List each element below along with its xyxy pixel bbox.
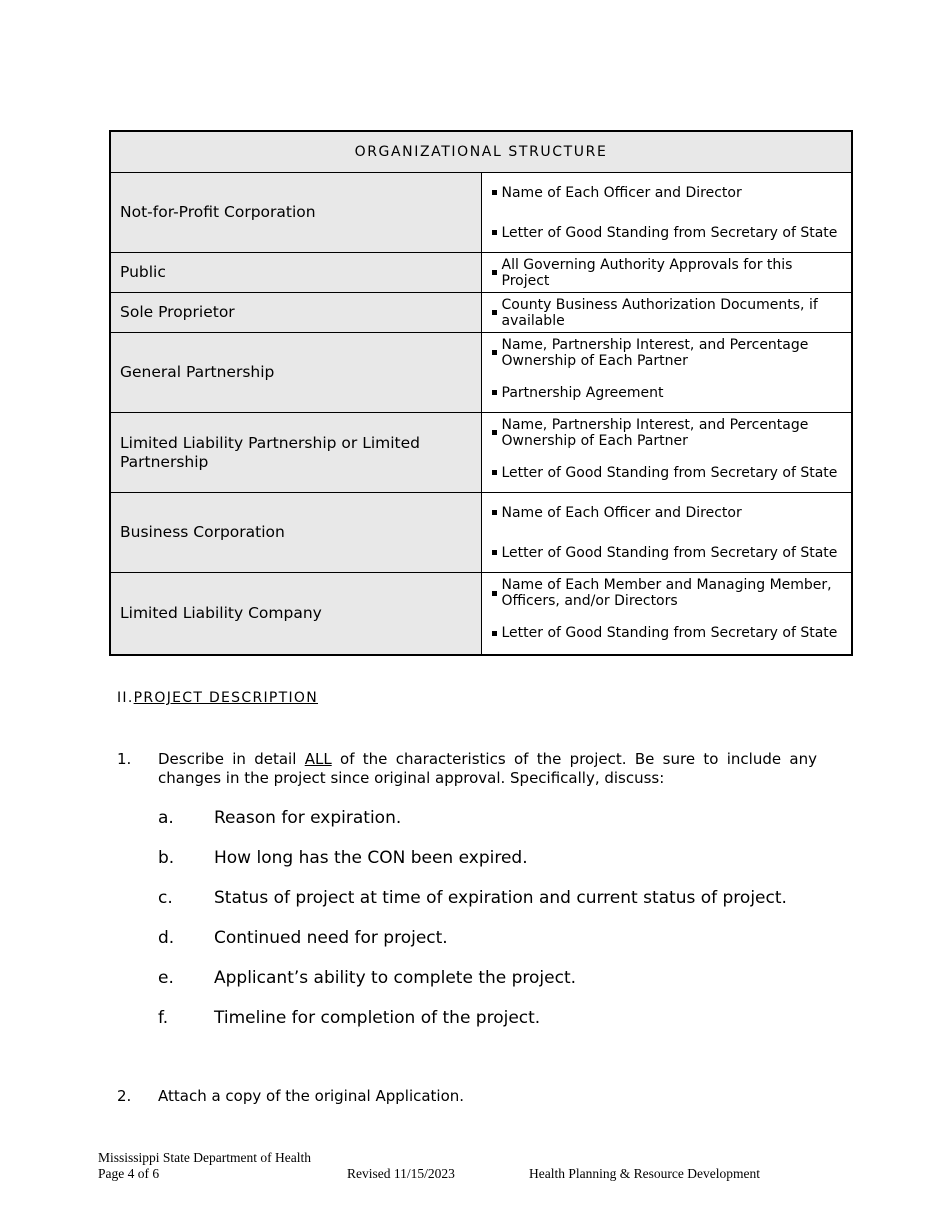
table-header: ORGANIZATIONAL STRUCTURE [110,131,852,173]
requirement-item [491,503,843,523]
square-bullet-icon [492,550,497,555]
sub-item-letter: a. [158,808,174,828]
sub-item-letter: e. [158,968,174,988]
requirement-item [491,577,843,610]
requirement-item [491,623,843,643]
requirement-text: All Governing Authority Approvals for this Project [501,256,793,289]
requirements-cell [481,413,852,493]
requirement-item [491,463,843,483]
section-title: PROJECT DESCRIPTION [133,690,319,706]
section-number: II. [117,690,134,706]
requirement-text: Name, Partnership Interest, and Percentage Ownership of Each Partner [501,416,809,449]
question-2-text: Attach a copy of the original Application. [158,1087,465,1105]
organization-type-cell: General Partnership [110,333,481,413]
sub-item-text: Status of project at time of expiration and current status of project. [214,888,787,908]
requirements-cell [481,173,852,253]
requirement-text: Letter of Good Standing from Secretary of State [501,464,838,481]
requirements-cell [481,333,852,413]
requirement-text: Name, Partnership Interest, and Percentage Ownership of Each Partner [501,336,809,369]
footer-division: Health Planning & Resource Development [529,1166,760,1181]
requirement-text: Name of Each Member and Managing Member, Officers, and/or Directors [501,577,832,610]
sub-item-text: How long has the CON been expired. [214,848,528,868]
square-bullet-icon [492,430,497,435]
requirements-cell [481,253,852,293]
table-row [110,173,852,253]
table-row [110,413,852,493]
sub-item-letter: b. [158,848,175,868]
sub-item-text: Continued need for project. [214,928,448,948]
question-1-number: 1. [117,750,132,768]
table-row [110,493,852,573]
square-bullet-icon [492,310,497,315]
organization-type-cell: Sole Proprietor [110,293,481,333]
requirement-item [491,183,843,203]
requirement-item [491,336,843,369]
requirement-text: County Business Authorization Documents, if available [501,296,818,329]
requirement-text: Name of Each Officer and Director [501,504,742,521]
organization-type-cell: Business Corporation [110,493,481,573]
requirement-text: Letter of Good Standing from Secretary of State [501,224,838,241]
requirement-item [491,383,843,403]
organization-type-cell: Limited Liability Company [110,573,481,655]
square-bullet-icon [492,350,497,355]
square-bullet-icon [492,390,497,395]
organizational-structure-table [109,130,853,656]
requirement-item [491,256,843,289]
table-row [110,253,852,293]
sub-item-letter: f. [158,1008,169,1028]
table-row [110,573,852,655]
question-1-text [158,750,817,788]
sub-item-letter: d. [158,928,175,948]
organization-type-cell: Limited Liability Partnership or Limited Partnership [110,413,481,493]
requirement-item [491,296,843,329]
section-heading [117,690,318,706]
table-row [110,333,852,413]
organization-type-cell: Not-for-Profit Corporation [110,173,481,253]
requirements-cell [481,493,852,573]
square-bullet-icon [492,270,497,275]
requirement-text: Letter of Good Standing from Secretary of State [501,625,838,642]
requirements-cell [481,293,852,333]
square-bullet-icon [492,230,497,235]
footer-organization: Mississippi State Department of Health [98,1150,311,1165]
organization-type-cell: Public [110,253,481,293]
question-2-number: 2. [117,1087,132,1105]
square-bullet-icon [492,470,497,475]
requirement-text: Letter of Good Standing from Secretary of State [501,544,838,561]
requirements-cell [481,573,852,655]
requirement-text: Partnership Agreement [501,384,664,401]
footer-page-number: Page 4 of 6 [98,1166,160,1181]
emphasis-all: ALL [304,750,332,768]
square-bullet-icon [492,591,497,596]
sub-item-text: Applicant’s ability to complete the project. [214,968,577,988]
square-bullet-icon [492,631,497,636]
sub-item-letter: c. [158,888,173,908]
question-1-text-end: of the characteristics of the project. Be sure to include any changes in the project since original approval. Specifically, discuss: [158,750,817,787]
requirement-text: Name of Each Officer and Director [501,184,742,201]
requirement-item [491,223,843,243]
table-row [110,293,852,333]
sub-item-text: Reason for expiration. [214,808,402,828]
requirement-item [491,416,843,449]
footer-revised-date: Revised 11/15/2023 [347,1166,455,1181]
question-1-text-start: Describe in detail [158,750,305,768]
requirement-item [491,543,843,563]
square-bullet-icon [492,510,497,515]
square-bullet-icon [492,190,497,195]
sub-item-text: Timeline for completion of the project. [214,1008,541,1028]
